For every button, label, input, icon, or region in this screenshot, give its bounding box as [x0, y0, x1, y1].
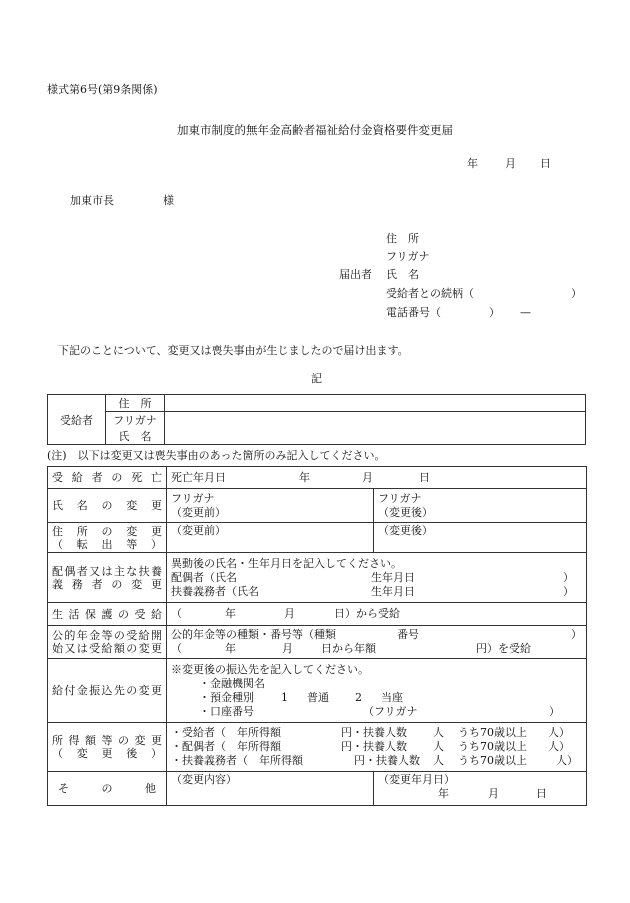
income-dependent-dependents: 円・扶養人数 — [354, 754, 420, 767]
income-spouse-over70: うち70歳以上 — [458, 740, 527, 753]
income-dependent-over70: うち70歳以上 — [458, 754, 527, 767]
applicant-address-label: 住 所 — [386, 232, 419, 245]
recipient-name-label: 氏 名 — [106, 428, 165, 445]
name-before-furigana: フリガナ — [171, 491, 215, 505]
other-content-field[interactable] — [167, 772, 374, 806]
welfare-year: 年 — [225, 607, 236, 620]
address-change-label: 住所の変更 — [52, 524, 162, 538]
pension-annual: 日から年額 — [321, 642, 376, 655]
spouse-name-label: 配偶者（氏名 — [171, 570, 237, 584]
other-day: 日 — [536, 787, 547, 800]
row-pension — [48, 626, 587, 659]
spouse-sublabel: 義務者の変更 — [52, 577, 162, 591]
recipient-address-field[interactable] — [165, 395, 586, 412]
recipient-label: 受給者 — [48, 395, 106, 445]
date-year-label: 年 — [467, 157, 478, 170]
date-day-label: 日 — [540, 157, 551, 170]
pension-close: ） — [571, 628, 582, 641]
dependent-birth-label: 生年月日 — [371, 584, 415, 598]
welfare-label: 生活保護の受給 — [52, 607, 162, 621]
address-before-label: （変更前） — [171, 524, 226, 537]
row-name-change — [48, 489, 587, 523]
relation-close: ） — [571, 287, 582, 300]
income-recipient-persons-close: 人） — [548, 726, 570, 739]
relation-label: 受給者との続柄（ — [386, 287, 474, 300]
addressee: 加東市長 — [70, 194, 114, 207]
other-month: 月 — [488, 787, 499, 800]
form-title: 加東市制度的無年金高齢者福祉給付金資格要件変更届 — [177, 123, 453, 137]
address-after-label: （変更後） — [378, 524, 433, 537]
death-label: 受給者の死亡 — [52, 471, 162, 484]
name-after-furigana: フリガナ — [378, 491, 422, 505]
pension-type-label: 公的年金等の種類・番号等（種類 — [171, 628, 336, 641]
income-recipient-label: ・受給者（ 年所得額 — [171, 726, 281, 739]
pension-open: （ — [171, 642, 182, 655]
name-before-field[interactable] — [167, 489, 374, 523]
spouse-instruction: 異動後の氏名・生年月日を記入してください。 — [171, 556, 402, 570]
death-month: 月 — [362, 470, 373, 484]
bank-account-number-label: ・口座番号 — [199, 704, 254, 718]
recipient-address-label: 住 所 — [106, 395, 165, 412]
name-change-label: 氏名の変更 — [52, 499, 162, 512]
bank-label: 給付金振込先の変更 — [52, 684, 162, 697]
spouse-close: ） — [563, 570, 574, 584]
recipient-table — [47, 394, 586, 445]
row-bank — [48, 659, 587, 723]
applicant-furigana-label: フリガナ — [386, 250, 430, 263]
spouse-label: 配偶者又は主な扶養 — [52, 564, 162, 578]
date-month-label: 月 — [505, 157, 516, 170]
account-type-option2-number[interactable]: 2 — [355, 690, 362, 704]
pension-year: 年 — [225, 642, 236, 655]
address-after-field[interactable] — [374, 523, 587, 553]
row-address-change — [48, 523, 587, 553]
income-recipient-dependents: 円・扶養人数 — [341, 726, 407, 739]
other-label: その他 — [58, 782, 156, 795]
bank-account-type-label: ・預金種別 — [199, 690, 254, 704]
bank-institution-label: ・金融機関名 — [199, 676, 265, 690]
income-spouse-dependents: 円・扶養人数 — [341, 740, 407, 753]
ki-heading: 記 — [311, 372, 322, 385]
income-spouse-persons: 人 — [433, 740, 444, 753]
row-other — [48, 772, 587, 806]
note-text: (注) 以下は変更又は喪失事由のあった箇所のみ記入してください。 — [47, 449, 386, 462]
name-before-label: （変更前） — [171, 505, 226, 519]
row-welfare — [48, 603, 587, 626]
welfare-from: 日）から受給 — [334, 607, 400, 620]
other-date-field[interactable] — [374, 772, 587, 806]
income-spouse-persons-close: 人） — [548, 740, 570, 753]
address-before-field[interactable] — [167, 523, 374, 553]
name-after-field[interactable] — [374, 489, 587, 523]
other-change-date-label: （変更年月日） — [378, 773, 455, 786]
bank-instruction: ※変更後の振込先を記入してください。 — [171, 662, 369, 676]
income-spouse-label: ・配偶者（ 年所得額 — [171, 740, 281, 753]
address-change-sublabel: （転出等） — [52, 537, 162, 551]
pension-month: 月 — [282, 642, 293, 655]
applicant-role-label: 届出者 — [339, 268, 372, 281]
spouse-birth-label: 生年月日 — [371, 570, 415, 584]
death-year: 年 — [299, 470, 310, 484]
row-income — [48, 723, 587, 772]
income-sublabel: （変更後） — [52, 747, 162, 760]
form-number: 様式第6号(第9条関係) — [47, 83, 158, 96]
welfare-month: 月 — [284, 607, 295, 620]
applicant-name-label: 氏 名 — [386, 268, 419, 281]
death-date-label: 死亡年月日 — [171, 470, 226, 484]
bank-close: ） — [549, 704, 560, 718]
row-spouse — [48, 553, 587, 603]
pension-receive: 円）を受給 — [476, 642, 531, 655]
other-year: 年 — [438, 787, 449, 800]
pension-sublabel: 始又は受給額の変更 — [52, 642, 162, 655]
income-recipient-over70: うち70歳以上 — [458, 726, 527, 739]
name-after-label: （変更後） — [378, 505, 433, 519]
pension-number-label: 番号 — [397, 628, 419, 641]
intro-text: 下記のことについて、変更又は喪失事由が生じましたので届け出ます。 — [58, 344, 409, 357]
phone-label: 電話番号（ — [386, 306, 441, 319]
account-type-option2[interactable]: 当座 — [381, 690, 403, 704]
income-dependent-persons-close: 人） — [556, 754, 578, 767]
account-type-option1-number[interactable]: 1 — [281, 690, 288, 704]
income-dependent-persons: 人 — [433, 754, 444, 767]
row-death — [48, 467, 587, 489]
death-day: 日 — [419, 470, 430, 484]
change-table — [47, 466, 587, 806]
welfare-open: （ — [171, 607, 182, 620]
phone-dash: — — [520, 306, 531, 319]
income-recipient-persons: 人 — [433, 726, 444, 739]
honorific: 様 — [163, 194, 174, 207]
income-dependent-label: ・扶養義務者（ 年所得額 — [171, 754, 303, 767]
phone-close: ） — [489, 306, 500, 319]
bank-furigana-label: （フリガナ — [363, 704, 418, 718]
pension-label: 公的年金等の受給開 — [52, 629, 162, 642]
other-content-label: （変更内容） — [171, 773, 237, 786]
dependent-close: ） — [563, 584, 574, 598]
account-type-option1[interactable]: 普通 — [307, 690, 329, 704]
income-label: 所得額等の変更 — [52, 734, 162, 747]
recipient-name-field[interactable] — [165, 412, 586, 445]
recipient-furigana-label: フリガナ — [106, 412, 165, 429]
dependent-name-label: 扶養義務者（氏名 — [171, 584, 259, 598]
